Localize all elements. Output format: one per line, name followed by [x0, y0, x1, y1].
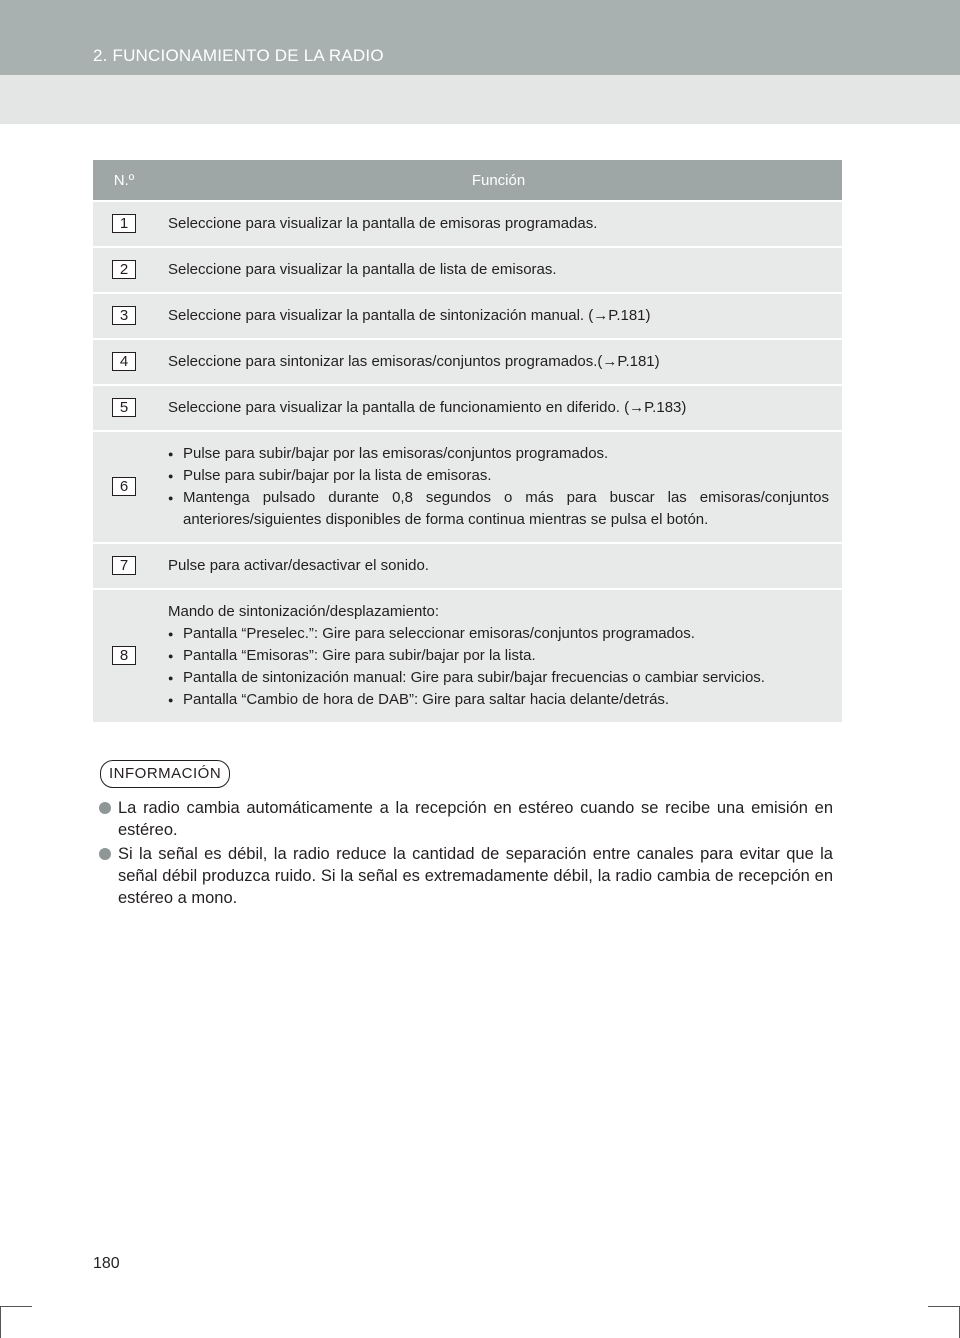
table-row	[93, 339, 842, 385]
row-function-text: Seleccione para visualizar la pantalla de emisoras programadas.	[155, 201, 842, 247]
row-function-text: Seleccione para visualizar la pantalla de funcionamiento en diferido. (→P.183)	[155, 385, 842, 431]
row-number-badge: 5	[112, 398, 136, 417]
row-number-badge: 6	[112, 477, 136, 496]
row-function-text: Pulse para activar/desactivar el sonido.	[155, 543, 842, 589]
list-item: ● Pantalla “Cambio de hora de DAB”: Gire para saltar hacia delante/detrás.	[168, 689, 829, 711]
row-number-badge: 3	[112, 306, 136, 325]
row-function-text: Seleccione para visualizar la pantalla de lista de emisoras.	[155, 247, 842, 293]
section-title: 2. FUNCIONAMIENTO DE LA RADIO	[93, 46, 384, 65]
list-item: ● Pulse para subir/bajar por las emisoras/conjuntos programados.	[168, 443, 829, 465]
list-item: ● Pantalla “Preselec.”: Gire para seleccionar emisoras/conjuntos programados.	[168, 623, 829, 645]
info-badge: INFORMACIÓN	[100, 760, 230, 788]
crop-mark	[928, 1306, 960, 1307]
info-item: Si la señal es débil, la radio reduce la cantidad de separación entre canales para evitar que la señal débil produzca ruido. Si la señal es extremadamente débil, la radio cambia de recepción en estéreo a mono.	[99, 843, 833, 909]
row-bullet-list	[168, 443, 829, 531]
info-list	[99, 797, 833, 911]
column-header-function: Función	[155, 160, 842, 201]
table-row	[93, 431, 842, 543]
list-item: ● Pantalla de sintonización manual: Gire para subir/bajar frecuencias o cambiar servicios.	[168, 667, 829, 689]
row-number-badge: 7	[112, 556, 136, 575]
row-bullet-list	[168, 623, 829, 711]
table-row	[93, 293, 842, 339]
function-table	[93, 160, 842, 722]
table-row	[93, 589, 842, 722]
row-number-badge: 1	[112, 214, 136, 233]
row-function-text: Seleccione para visualizar la pantalla de sintonización manual. (→P.181)	[155, 293, 842, 339]
row-function-text: Mando de sintonización/desplazamiento:	[168, 603, 440, 620]
row-number-badge: 4	[112, 352, 136, 371]
crop-mark	[0, 1306, 1, 1338]
column-header-number: N.º	[93, 160, 155, 201]
row-number-badge: 2	[112, 260, 136, 279]
info-item: La radio cambia automáticamente a la recepción en estéreo cuando se recibe una emisión en estéreo.	[99, 797, 833, 841]
page-header	[0, 0, 960, 124]
row-function-text: Seleccione para sintonizar las emisoras/conjuntos programados.(→P.181)	[155, 339, 842, 385]
table-header-row	[93, 160, 842, 201]
crop-mark	[0, 1306, 32, 1307]
list-item: ● Pantalla “Emisoras”: Gire para subir/bajar por la lista.	[168, 645, 829, 667]
list-item: ● Mantenga pulsado durante 0,8 segundos o más para buscar las emisoras/conjuntos anteriores/siguientes disponibles de forma continua mientras se pulsa el botón.	[168, 487, 829, 531]
list-item: ● Pulse para subir/bajar por la lista de emisoras.	[168, 465, 829, 487]
table-row	[93, 543, 842, 589]
table-row	[93, 201, 842, 247]
table-row	[93, 385, 842, 431]
table-row	[93, 247, 842, 293]
page-number: 180	[93, 1255, 120, 1272]
row-number-badge: 8	[112, 646, 136, 665]
